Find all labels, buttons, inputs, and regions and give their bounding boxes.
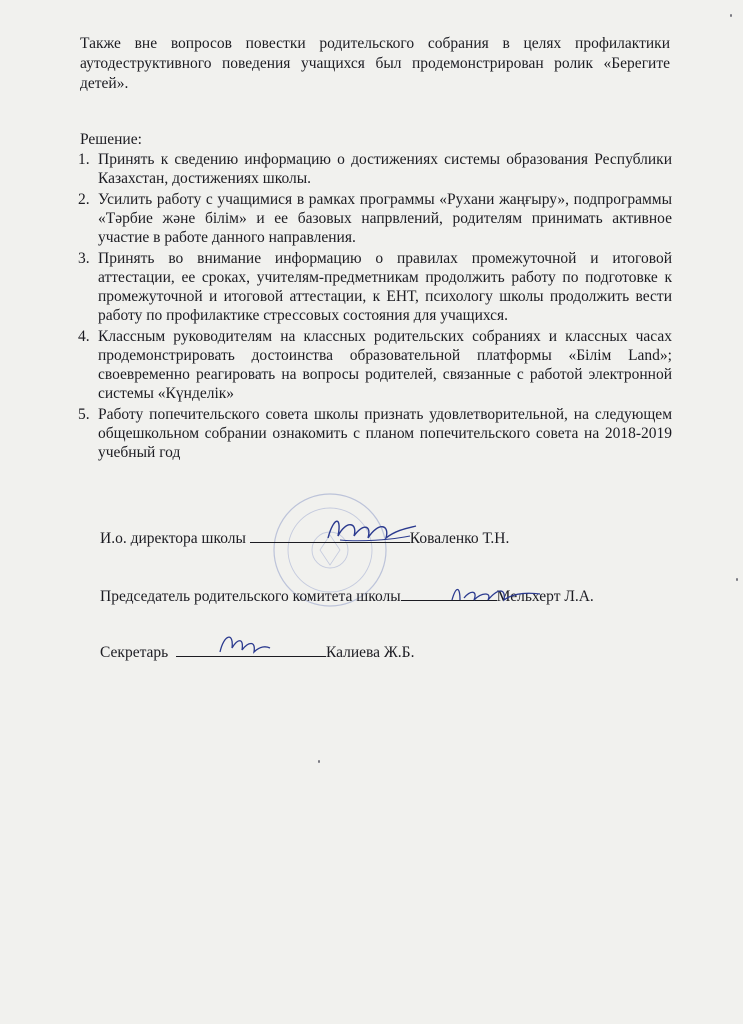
intro-paragraph: Также вне вопросов повестки родительского собрания в целях профилактики аутодеструктивного поведения учащихся был продемонстрирован ролик «Берегите детей». bbox=[80, 35, 670, 92]
decision-item: 2. Усилить работу с учащимися в рамках программы «Рухани жаңғыру», подпрограммы «Тәрбие және білім» и ее базовых напрвлений, родителям принимать активное участие в работе данного направления. bbox=[78, 191, 672, 246]
director-handwritten-signature bbox=[320, 510, 420, 550]
decision-list bbox=[78, 150, 672, 462]
director-signature-line: И.о. директора школы Коваленко Т.Н. bbox=[100, 530, 510, 547]
decision-item: 4. Классным руководителям на классных родительских собраниях и классных часах продемонстрировать достоинства образовательной платформы «Білім Land»; своевременно реагировать на вопросы родителей, связанные с работой электронной системы «Күнделік» bbox=[78, 328, 672, 402]
scan-speck bbox=[736, 578, 738, 581]
parents-chair-handwritten-signature bbox=[448, 578, 544, 608]
parents-chair-signature-line: Председатель родительского комитета школы Мельхерт Л.А. bbox=[100, 588, 594, 605]
secretary-handwritten-signature bbox=[214, 628, 274, 662]
decision-title: Решение: bbox=[80, 131, 142, 148]
decision-item: 1. Принять к сведению информацию о достижениях системы образования Республики Казахстан, достижениях школы. bbox=[78, 151, 672, 187]
decision-item: 5. Работу попечительского совета школы признать удовлетворительной, на следующем общешкольном собрании ознакомить с планом попечительского совета на 2018-2019 учебный год bbox=[78, 406, 672, 461]
decision-item: 3. Принять во внимание информацию о правилах промежуточной и итоговой аттестации, ее сроках, учителям-предметникам продолжить работу по подготовке к промежуточной и итоговой аттестации, к ЕНТ, психологу школы продолжить вести работу по профилактике стрессовых состояния для учащихся. bbox=[78, 250, 672, 324]
secretary-signature-line: Секретарь Калиева Ж.Б. bbox=[100, 644, 415, 661]
scan-speck bbox=[730, 14, 732, 17]
scan-speck bbox=[318, 760, 320, 763]
